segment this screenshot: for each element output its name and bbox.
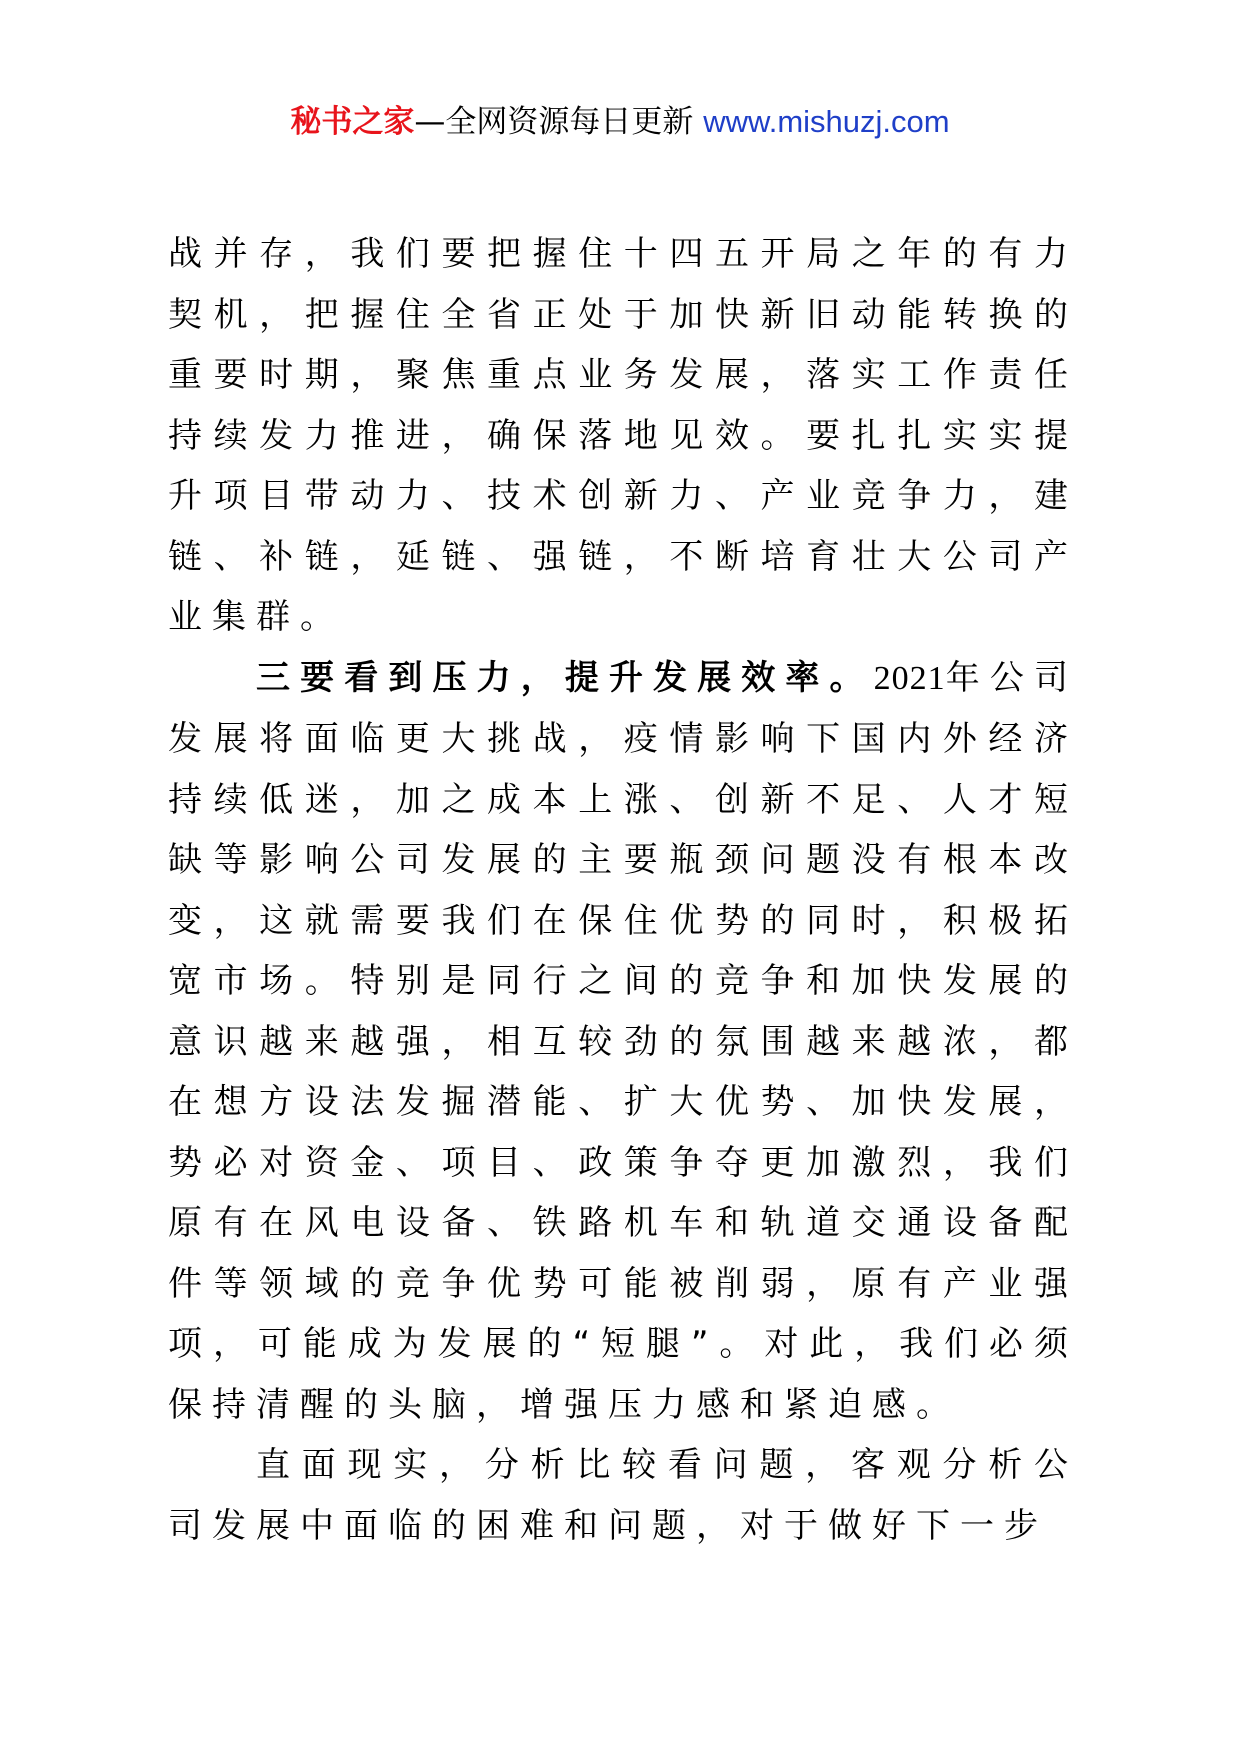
paragraph-3: 直面现实，分析比较看问题，客观分析公司发展中面临的困难和问题，对于做好下一步 (168, 1445, 1078, 1546)
paragraph-2-text: 年公司发展将面临更大挑战，疫情影响下国内外经济持续低迷，加之成本上涨、创新不足、人才短缺等影响公司发展的主要瓶颈问题没有根本改变，这就需要我们在保住优势的同时，积极拓宽市场。特别是同行之间的竞争和加快发展的意识越来越强，相互较劲的氛围越来越浓，都在想方设法发掘潜能、扩大优势、加快发展，势必对资金、项目、政策争夺更加激烈，我们原有在风电设备、铁路机车和轨道交通设备配件等领域的竞争优势可能被削弱，原有产业强项，可能成为发展的“短腿”。对此，我们必须保持清醒的头脑，增强压力感和紧迫感。 (168, 657, 1079, 1425)
header-tagline: —全网资源每日更新 (414, 104, 694, 140)
paragraph-2 (168, 648, 1078, 1436)
document-body (168, 224, 1078, 1556)
site-url-link[interactable]: www.mishuzj.com (703, 104, 950, 139)
paragraph-2-heading: 三要看到压力，提升发展效率。 (256, 657, 874, 698)
paragraph-1: 战并存，我们要把握住十四五开局之年的有力契机，把握住全省正处于加快新旧动能转换的重要时期，聚焦重点业务发展，落实工作责任持续发力推进，确保落地见效。要扎扎实实提升项目带动力、技术创新力、产业竞争力，建链、补链，延链、强链，不断培育壮大公司产业集群。 (168, 234, 1078, 637)
brand-name: 秘书之家 (290, 104, 415, 140)
paragraph-2-year: 2021 (873, 659, 946, 697)
page-header (0, 100, 1240, 144)
